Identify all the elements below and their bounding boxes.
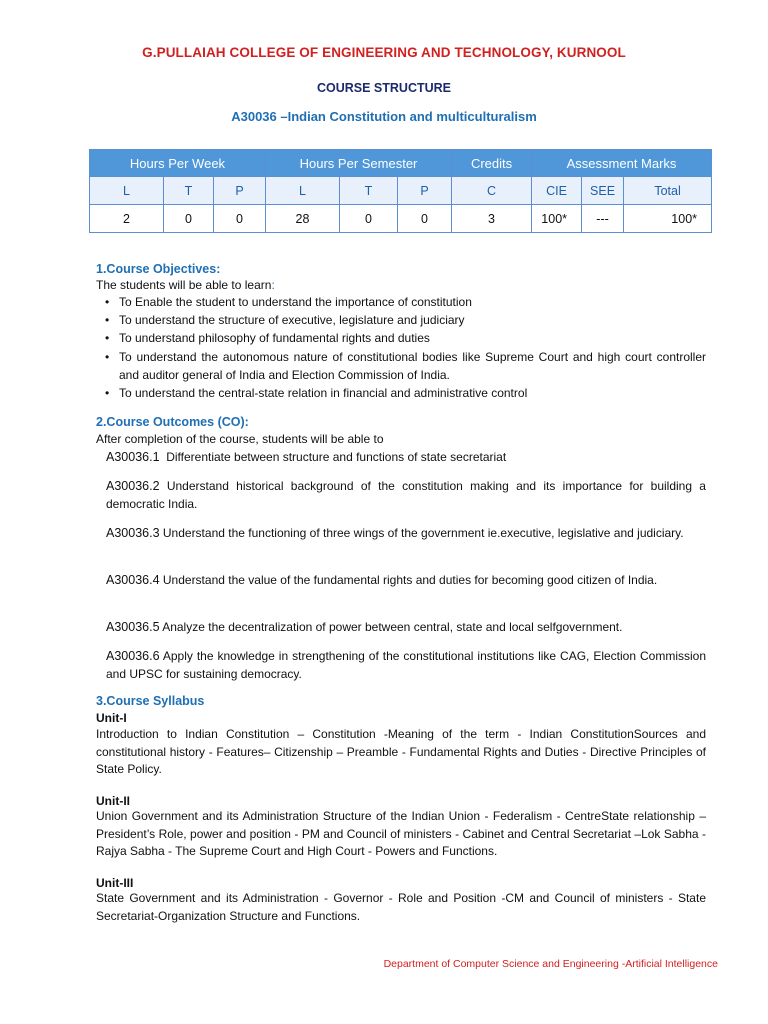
outcome-text: Differentiate between structure and functions of state secretariat bbox=[166, 450, 507, 464]
objectives-intro-text: The students will be able to learn bbox=[96, 278, 272, 292]
sub-header: C bbox=[452, 177, 532, 205]
sub-header: SEE bbox=[582, 177, 624, 205]
table-cell: 100* bbox=[532, 205, 582, 233]
table-row bbox=[90, 205, 712, 233]
footer-department: Department of Computer Science and Engineering -Artificial Intelligence bbox=[383, 958, 718, 970]
table-cell: 2 bbox=[90, 205, 164, 233]
college-name: G.PULLAIAH COLLEGE OF ENGINEERING AND TECHNOLOGY, KURNOOL bbox=[142, 45, 626, 60]
list-item bbox=[106, 618, 706, 636]
course-title: A30036 –Indian Constitution and multiculturalism bbox=[231, 109, 537, 124]
outcome-code: A30036.3 bbox=[106, 526, 160, 540]
objectives-list bbox=[104, 293, 706, 402]
outcome-code: A30036.6 bbox=[106, 649, 160, 663]
table-cell: 0 bbox=[164, 205, 214, 233]
outcome-text: Apply the knowledge in strengthening of the constitutional institutions like CAG, Election Commission and UPSC for sustaining democracy. bbox=[106, 649, 707, 681]
outcomes-intro: After completion of the course, students will be able to bbox=[96, 432, 384, 446]
sub-header: T bbox=[340, 177, 398, 205]
unit-heading: Unit-II bbox=[96, 794, 130, 808]
list-item bbox=[106, 571, 706, 589]
outcomes-heading: 2.Course Outcomes (CO): bbox=[96, 415, 249, 429]
unit-heading: Unit-III bbox=[96, 876, 134, 890]
table-sub-header-row bbox=[90, 177, 712, 205]
header-assessment-marks: Assessment Marks bbox=[532, 150, 712, 177]
outcome-code: A30036.4 bbox=[106, 573, 160, 587]
unit-heading: Unit-I bbox=[96, 711, 127, 725]
sub-header: L bbox=[90, 177, 164, 205]
header-credits: Credits bbox=[452, 150, 532, 177]
unit-content: Union Government and its Administration Structure of the Indian Union - Federalism - CentreState relationship – President’s Role, power and position - PM and Council of ministers - Cabinet and Central Secretariat –Lok Sabha - Rajya Sabha - The Supreme Court and High Court - Powers and Functions. bbox=[96, 809, 706, 858]
list-item: • To understand the central-state relation in financial and administrative control bbox=[104, 384, 706, 402]
objectives-intro-colon: : bbox=[271, 278, 275, 292]
outcome-text: Understand historical background of the constitution making and its importance for building a democratic India. bbox=[106, 479, 706, 511]
list-item: • To Enable the student to understand the importance of constitution bbox=[104, 293, 706, 311]
outcome-text: Understand the value of the fundamental rights and duties for becoming good citizen of India. bbox=[162, 573, 658, 587]
objectives-intro bbox=[96, 278, 275, 292]
table-cell: 3 bbox=[452, 205, 532, 233]
outcome-code: A30036.1 bbox=[106, 450, 160, 464]
outcome-text: Analyze the decentralization of power between central, state and local selfgovernment. bbox=[162, 620, 623, 634]
list-item: • To understand the autonomous nature of constitutional bodies like Supreme Court and high court controller and auditor general of India and Election Commission of India. bbox=[104, 348, 706, 384]
course-structure-heading: COURSE STRUCTURE bbox=[316, 81, 452, 95]
sub-header: T bbox=[164, 177, 214, 205]
syllabus-heading: 3.Course Syllabus bbox=[96, 694, 205, 708]
outcome-text: Understand the functioning of three wings of the government ie.executive, legislative and judiciary. bbox=[162, 526, 684, 540]
list-item bbox=[106, 647, 706, 683]
table-cell: --- bbox=[582, 205, 624, 233]
table-cell: 0 bbox=[214, 205, 266, 233]
objectives-heading: 1.Course Objectives: bbox=[96, 262, 221, 276]
table-group-header-row bbox=[90, 150, 712, 177]
hours-table bbox=[89, 149, 712, 233]
sub-header: CIE bbox=[532, 177, 582, 205]
outcome-code: A30036.5 bbox=[106, 620, 160, 634]
table-cell: 100* bbox=[624, 205, 712, 233]
table-cell: 0 bbox=[340, 205, 398, 233]
sub-header: P bbox=[398, 177, 452, 205]
list-item: • To understand philosophy of fundamental rights and duties bbox=[104, 329, 706, 347]
unit-content: State Government and its Administration - Governor - Role and Position -CM and Council of ministers - State Secretariat-Organization Structure and Functions. bbox=[96, 891, 706, 923]
table-cell: 0 bbox=[398, 205, 452, 233]
unit-content: Introduction to Indian Constitution – Constitution -Meaning of the term - Indian ConstitutionSources and constitutional history - Features– Citizenship – Preamble - Fundamental Rights and Duties - Directive Principles of State Policy. bbox=[96, 727, 706, 776]
table-cell: 28 bbox=[266, 205, 340, 233]
outcome-code: A30036.2 bbox=[106, 479, 160, 493]
list-item bbox=[106, 524, 706, 542]
sub-header: Total bbox=[624, 177, 712, 205]
sub-header: P bbox=[214, 177, 266, 205]
list-item bbox=[106, 448, 706, 466]
sub-header: L bbox=[266, 177, 340, 205]
list-item: • To understand the structure of executive, legislature and judiciary bbox=[104, 311, 706, 329]
list-item bbox=[106, 477, 706, 513]
header-hours-per-semester: Hours Per Semester bbox=[266, 150, 452, 177]
header-hours-per-week: Hours Per Week bbox=[90, 150, 266, 177]
